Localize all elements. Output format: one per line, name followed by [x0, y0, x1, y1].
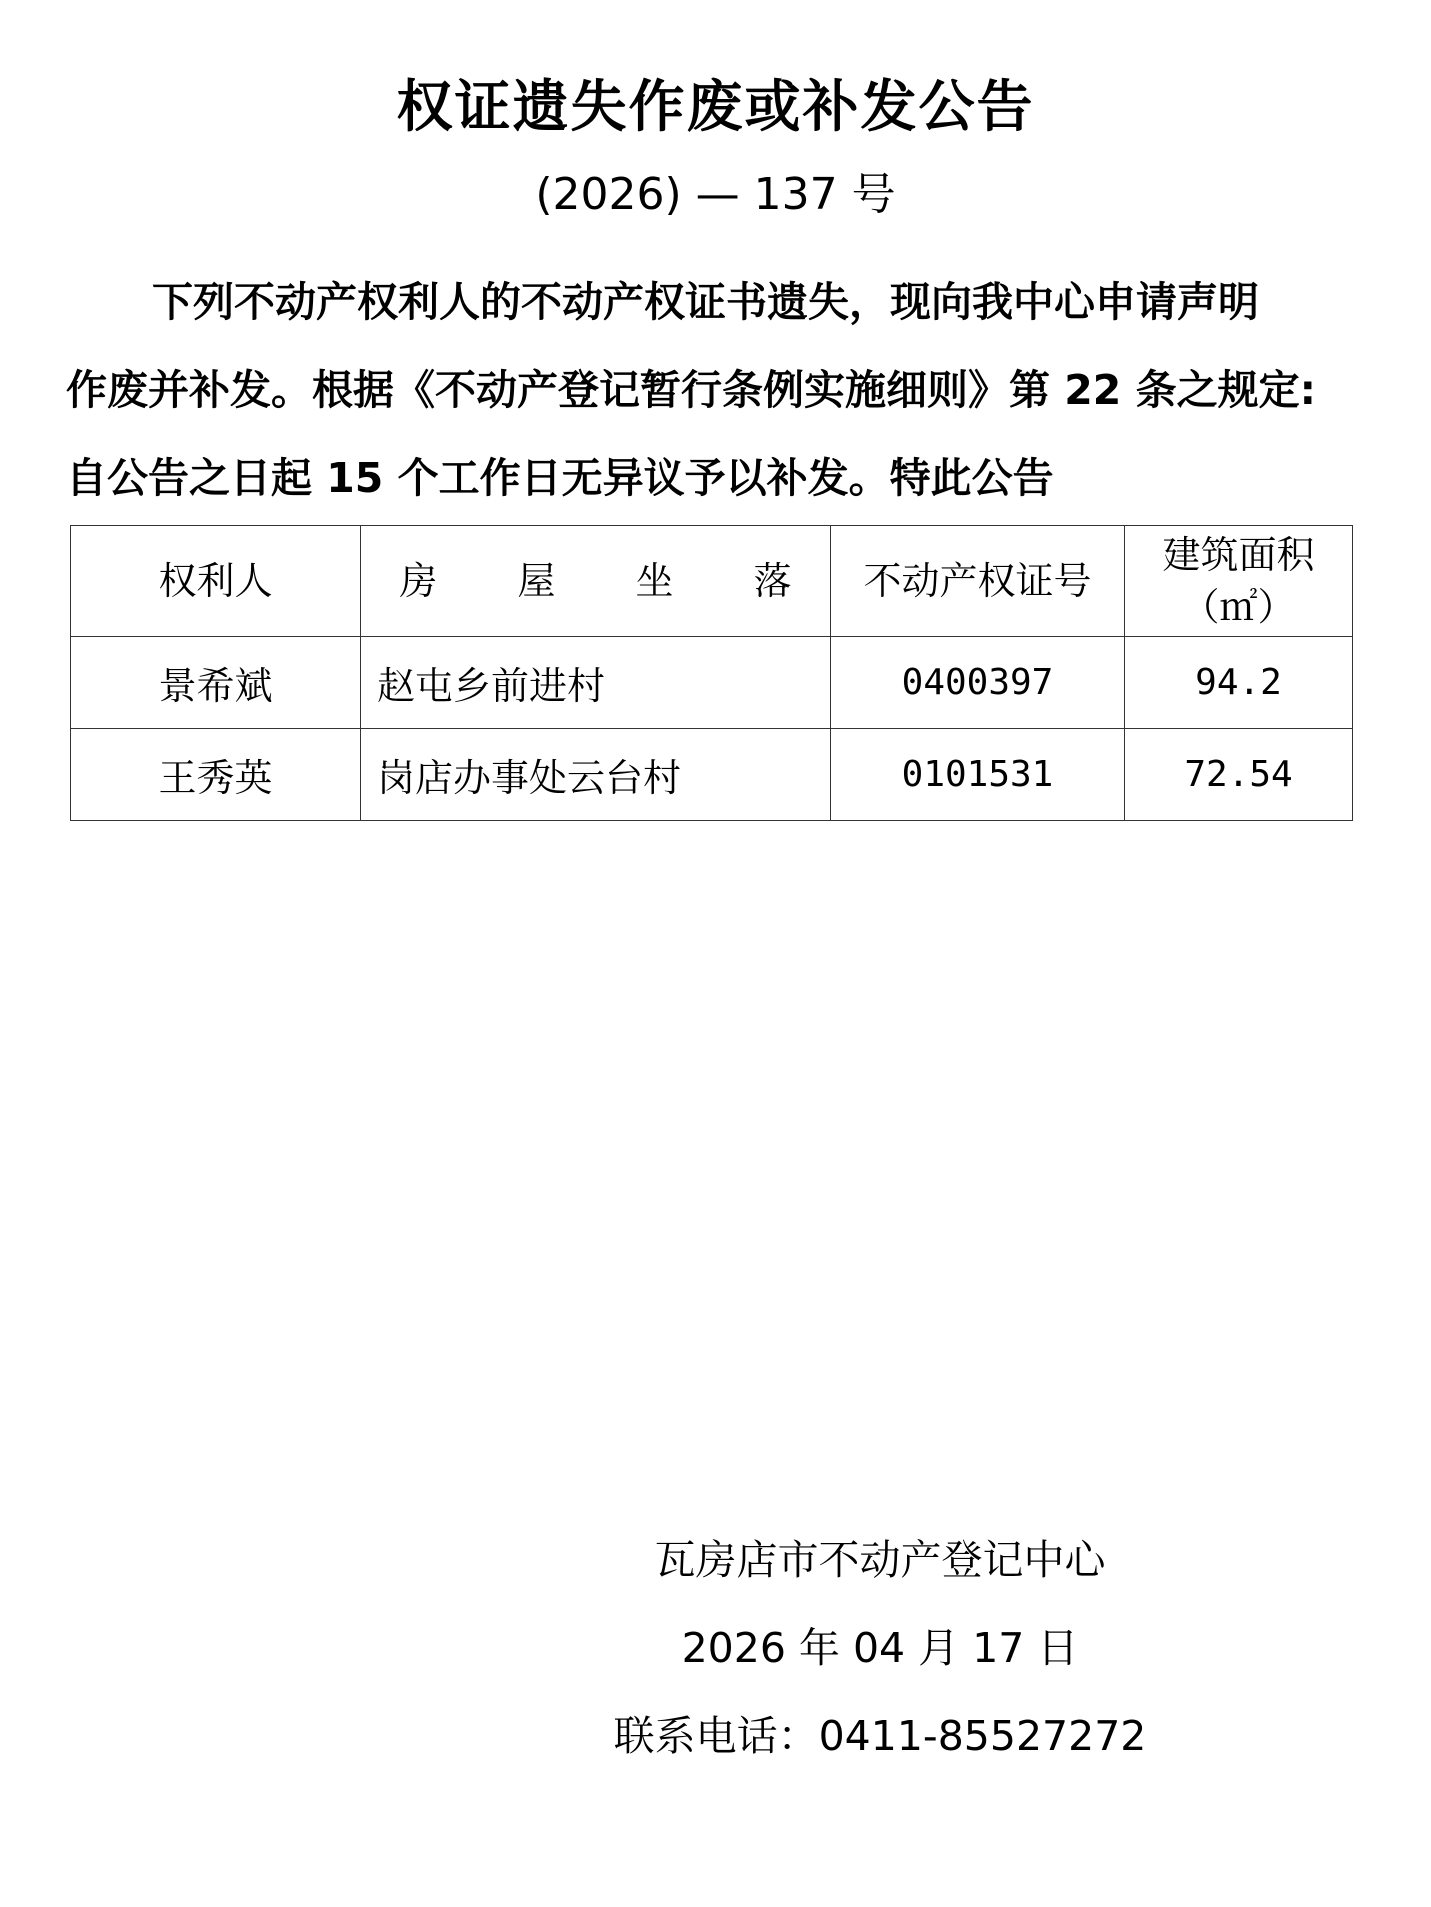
header-area: [1125, 526, 1353, 637]
body-line-2: 作废并补发。根据《不动产登记暂行条例实施细则》第 22 条之规定:: [66, 366, 1316, 414]
header-location: 房 屋 坐 落: [361, 526, 831, 637]
table-header-row: [71, 526, 1353, 637]
cell-cert-no: 0101531: [831, 729, 1125, 821]
document-number: (2026) — 137 号: [535, 169, 896, 220]
cell-owner: 王秀英: [71, 729, 361, 821]
certificate-table: [70, 525, 1353, 821]
header-cert-no: 不动产权证号: [831, 526, 1125, 637]
cell-area: 72.54: [1125, 729, 1353, 821]
body-line-3: 自公告之日起 15 个工作日无异议予以补发。特此公告: [66, 454, 1054, 502]
table-row: [71, 637, 1353, 729]
header-area-unit: （㎡）: [1181, 585, 1296, 629]
notice-title: 权证遗失作废或补发公告: [396, 75, 1035, 140]
cell-location: 赵屯乡前进村: [361, 637, 831, 729]
cell-area: 94.2: [1125, 637, 1353, 729]
cell-owner: 景希斌: [71, 637, 361, 729]
table-row: [71, 729, 1353, 821]
header-area-label: 建筑面积: [1162, 533, 1315, 577]
cell-location: 岗店办事处云台村: [361, 729, 831, 821]
header-owner: 权利人: [71, 526, 361, 637]
notice-body: [66, 258, 1366, 522]
cell-cert-no: 0400397: [831, 637, 1125, 729]
body-line-1: 下列不动产权利人的不动产权证书遗失，现向我中心申请声明: [152, 278, 1259, 326]
issuing-organization: 瓦房店市不动产登记中心: [654, 1536, 1106, 1584]
issue-date: 2026 年 04 月 17 日: [681, 1624, 1079, 1672]
contact-phone: 联系电话：0411-85527272: [613, 1712, 1147, 1760]
